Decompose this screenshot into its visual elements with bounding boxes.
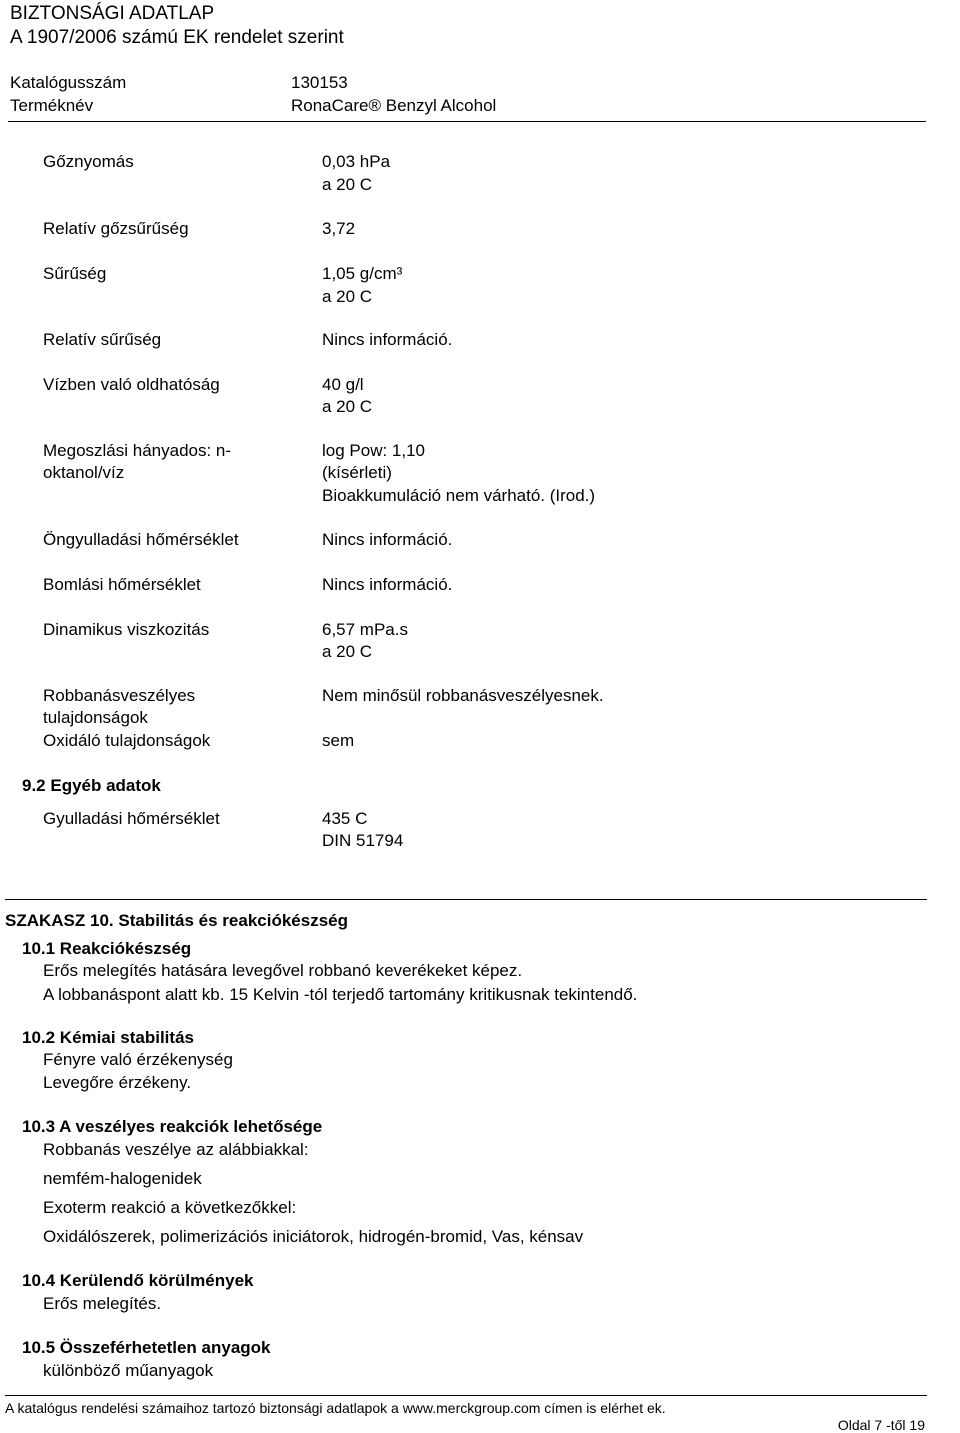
property-label: Relatív sűrűség (43, 330, 162, 349)
property-value: a 20 C (322, 397, 373, 416)
property-label: Robbanásveszélyes (43, 686, 196, 705)
property-label: oktanol/víz (43, 463, 125, 482)
property-label: Vízben való oldhatóság (43, 375, 220, 394)
paragraph-line: Erős melegítés. (43, 1294, 162, 1313)
paragraph-line: Exoterm reakció a következőkkel: (43, 1198, 297, 1217)
section-divider (5, 899, 927, 900)
property-value: Nincs információ. (322, 575, 453, 594)
paragraph-line: nemfém-halogenidek (43, 1169, 202, 1188)
header-divider (8, 121, 926, 122)
property-value: log Pow: 1,10 (322, 441, 426, 460)
property-value: Nincs információ. (322, 330, 453, 349)
property-label: Bomlási hőmérséklet (43, 575, 201, 594)
property-label: Sűrűség (43, 264, 107, 283)
property-value: (kísérleti) (322, 463, 392, 482)
property-value: 40 g/l (322, 375, 364, 394)
paragraph-line: különböző műanyagok (43, 1361, 214, 1380)
section-heading-9-2: 9.2 Egyéb adatok (22, 776, 161, 795)
property-value: a 20 C (322, 175, 373, 194)
subsection-heading-10-2: 10.2 Kémiai stabilitás (22, 1028, 194, 1047)
property-value: sem (322, 731, 355, 750)
property-label: Gőznyomás (43, 152, 134, 171)
property-value: Nem minősül robbanásveszélyesnek. (322, 686, 604, 705)
property-value: 0,03 hPa (322, 152, 391, 171)
paragraph-line: A lobbanáspont alatt kb. 15 Kelvin -tól terjedő tartomány kritikusnak tekintendő. (43, 985, 638, 1004)
property-label: Megoszlási hányados: n- (43, 441, 232, 460)
subsection-heading-10-5: 10.5 Összeférhetetlen anyagok (22, 1338, 271, 1357)
regulation-subtitle: A 1907/2006 számú EK rendelet szerint (10, 27, 344, 48)
property-value: DIN 51794 (322, 831, 404, 850)
paragraph-line: Erős melegítés hatására levegővel robbanó keverékeket képez. (43, 961, 523, 980)
footer-note: A katalógus rendelési számaihoz tartozó biztonsági adatlapok a www.merckgroup.com címen is elérhet ek. (5, 1400, 666, 1416)
property-value: Bioakkumuláció nem várható. (Irod.) (322, 486, 596, 505)
property-value: 1,05 g/cm³ (322, 264, 403, 283)
property-label: tulajdonságok (43, 708, 148, 727)
subsection-heading-10-3: 10.3 A veszélyes reakciók lehetősége (22, 1117, 323, 1136)
property-value: 435 C (322, 809, 368, 828)
paragraph-line: Oxidálószerek, polimerizációs iniciátorok, hidrogén-bromid, Vas, kénsav (43, 1227, 584, 1246)
section-heading-10: SZAKASZ 10. Stabilitás és reakciókészség (5, 911, 348, 930)
document-title: BIZTONSÁGI ADATLAP (10, 3, 215, 24)
product-name-value: RonaCare® Benzyl Alcohol (291, 96, 497, 115)
property-label: Gyulladási hőmérséklet (43, 809, 220, 828)
property-label: Oxidáló tulajdonságok (43, 731, 211, 750)
paragraph-line: Levegőre érzékeny. (43, 1073, 192, 1092)
page-number: Oldal 7 -től 19 (837, 1417, 925, 1433)
property-label: Dinamikus viszkozitás (43, 620, 210, 639)
property-value: 3,72 (322, 219, 356, 238)
footer-divider (5, 1395, 927, 1396)
paragraph-line: Robbanás veszélye az alábbiakkal: (43, 1140, 309, 1159)
paragraph-line: Fényre való érzékenység (43, 1050, 233, 1069)
catalog-number-value: 130153 (291, 73, 348, 92)
property-value: a 20 C (322, 287, 373, 306)
catalog-number-label: Katalógusszám (10, 73, 127, 92)
property-value: Nincs információ. (322, 530, 453, 549)
subsection-heading-10-1: 10.1 Reakciókészség (22, 939, 192, 958)
property-value: 6,57 mPa.s (322, 620, 408, 639)
subsection-heading-10-4: 10.4 Kerülendő körülmények (22, 1271, 254, 1290)
property-label: Relatív gőzsűrűség (43, 219, 189, 238)
product-name-label: Terméknév (10, 96, 94, 115)
property-value: a 20 C (322, 642, 373, 661)
property-label: Öngyulladási hőmérséklet (43, 530, 239, 549)
